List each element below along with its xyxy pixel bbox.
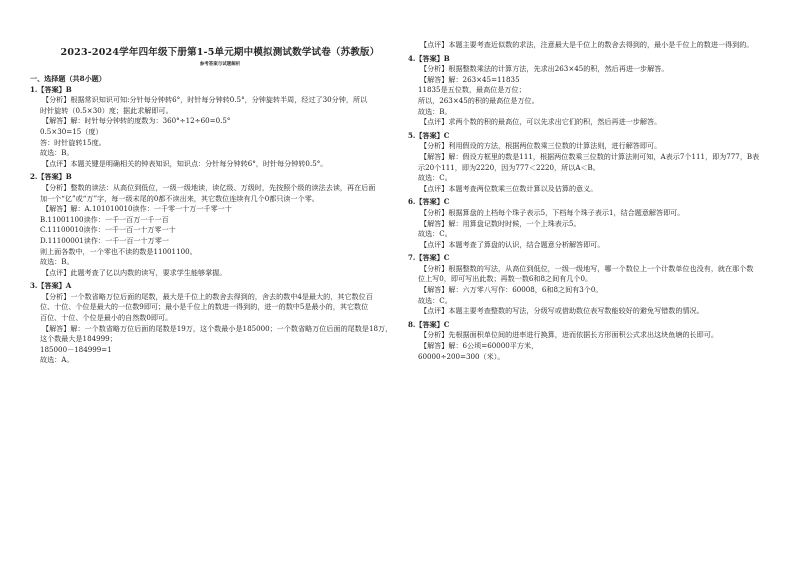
explanation-line: 时针旋转（0.5×30）度；据此求解即可。 — [40, 105, 173, 115]
document-title: 2023-2024学年四年级下册第1-5单元期中模拟测试数学试卷（苏教版） — [60, 47, 380, 58]
question-answer-line: 3.【答案】A — [30, 281, 72, 291]
explanation-line: 【解答】解：时针每分钟转的度数为：360°÷12÷60=0.5° — [42, 116, 231, 126]
explanation-line: 【解答】解：A.101010010读作：一千零一十万一千零一十 — [42, 204, 232, 214]
explanation-line: 答：时针旋转15度。 — [40, 137, 106, 147]
explanation-line: B.11001100读作：一千一百万一千一百 — [40, 214, 169, 224]
explanation-line: 【点评】求两个数的积的最高位，可以先求出它们的积，然后再进一步解答。 — [420, 117, 662, 127]
explanation-line: 【解答】解：6公顷=60000平方米， — [420, 341, 539, 351]
explanation-line: 185000－184999=1 — [40, 344, 112, 354]
question-answer-line: 1.【答案】B — [30, 84, 72, 94]
explanation-line: 【解答】解：263×45=11835 — [420, 74, 520, 84]
section-heading: 一、选择题（共8小题） — [30, 74, 106, 83]
right-column — [408, 40, 788, 362]
explanation-line: C.11100010读作：一千一百一十万零一十 — [40, 225, 176, 235]
question-answer-line: 8.【答案】C — [408, 319, 450, 329]
question-answer-line: 7.【答案】C — [408, 253, 450, 263]
explanation-line: 【解答】解：用算盘记数时时候，一个上珠表示5。 — [420, 218, 581, 228]
explanation-line: 故选：B。 — [418, 106, 452, 116]
explanation-line: 位、十位、个位是最大的一位数9即可；最小是千位上的数进一得到的，进一的数中5是最小的，其它数位 — [40, 302, 369, 312]
explanation-line: 【解答】解：一个数省略万位后面的尾数是19万，这个数最小是185000；一个数省略万位后面的尾数是18万， — [42, 323, 393, 333]
explanation-line: D.11100001读作：一千一百一十万零一 — [40, 235, 169, 245]
explanation-line: 60000÷200=300（米）。 — [418, 351, 505, 361]
question-answer-line: 5.【答案】C — [408, 130, 450, 140]
question-answer-line: 2.【答案】B — [30, 172, 72, 182]
right-column-lines — [408, 40, 788, 362]
explanation-line: 百位、十位、个位是最小的自然数0即可。 — [40, 313, 173, 323]
explanation-line: 故选：A。 — [40, 355, 74, 365]
explanation-line: 【分析】整数的读法：从高位到低位，一级一级地读，读亿级、万级时，先按照个级的读法去读，再在后面 — [42, 182, 376, 192]
question-answer-line: 6.【答案】C — [408, 197, 450, 207]
explanation-line: 【分析】根据算盘的上档每个珠子表示5，下档每个珠子表示1，结合题意解答即可。 — [420, 207, 685, 217]
left-column — [30, 74, 410, 366]
document-subtitle: 参考答案与试题解析 — [199, 62, 241, 67]
explanation-line: 位上写0，即可写出此数；再数一数6和8之间有几个0。 — [418, 274, 593, 284]
explanation-line: 【分析】根据整数乘法的计算方法，先求出263×45的积，然后再进一步解答。 — [420, 64, 669, 74]
explanation-line: 【点评】本题考查了算盘的认识，结合题意分析解答即可。 — [420, 239, 605, 249]
explanation-line: 【点评】此题考查了亿以内数的读写，要求学生能够掌握。 — [42, 267, 227, 277]
explanation-line: 0.5×30=15（度） — [40, 126, 103, 136]
explanation-line: 加一个“亿”或“万”字，每一级末尾的0都不读出来，其它数位连续有几个0都只读一个零。 — [40, 193, 319, 203]
explanation-line: 所以，263×45的积的最高位是万位。 — [418, 95, 539, 105]
explanation-line: 【分析】先根据面积单位间的进率进行换算，进而依据长方形面积公式求出这块鱼塘的长即可。 — [420, 330, 718, 340]
explanation-line: 故选：B。 — [40, 148, 74, 158]
explanation-line: 【解答】解：假设方框里的数是111，根据两位数乘三位数的计算法则可知，A表示7个111，即为777，B表 — [420, 151, 760, 161]
explanation-line: 故选：B。 — [40, 257, 74, 267]
explanation-line: 11835是五位数，最高位是万位； — [418, 85, 526, 95]
explanation-line: 【解答】解：六万零八写作：60008，6和8之间有3个0。 — [420, 285, 603, 295]
explanation-line: 故选：C。 — [418, 295, 452, 305]
explanation-line: 故选：C。 — [418, 173, 452, 183]
explanation-line: 【点评】本题关键是明确相关的钟表知识，知识点：分针每分钟转6°，时针每分钟转0.5°。 — [42, 158, 328, 168]
question-answer-line: 4.【答案】B — [408, 53, 450, 63]
explanation-line: 故选：C。 — [418, 229, 452, 239]
explanation-line: 【点评】本题考查两位数乘三位数计算以及估算的意义。 — [420, 183, 598, 193]
explanation-line: 示20个111，即为2220，因为777＜2220，所以A＜B。 — [418, 162, 600, 172]
explanation-line: 【分析】根据整数的写法，从高位到低位，一级一级地写，哪一个数位上一个计数单位也没有，就在那个数 — [420, 263, 754, 273]
explanation-line: 【分析】利用假设的方法，根据两位数乘三位数的计算法则，进行解答即可。 — [420, 141, 662, 151]
explanation-line: 则上面各数中，一个零也不读的数是11001100。 — [40, 246, 197, 256]
explanation-line: 【点评】本题主要考查整数的写法，分级写或借助数位表写数能较好的避免写错数的情况。 — [420, 306, 704, 316]
explanation-line: 【分析】根据常识知识可知:分针每分钟转6°，时针每分钟转0.5°，分钟旋转半周，经过了30分钟，所以 — [42, 95, 368, 105]
explanation-line: 【分析】一个数省略万位后面的尾数，最大是千位上的数舍去得到的，舍去的数中4是最大的，其它数位百 — [42, 291, 373, 301]
left-column-lines — [30, 85, 410, 366]
explanation-line: 【点评】本题主要考查近似数的求法，注意最大是千位上的数舍去得到的，最小是千位上的数进一得到的。 — [420, 40, 754, 49]
explanation-line: 这个数最大是184999； — [40, 334, 117, 344]
